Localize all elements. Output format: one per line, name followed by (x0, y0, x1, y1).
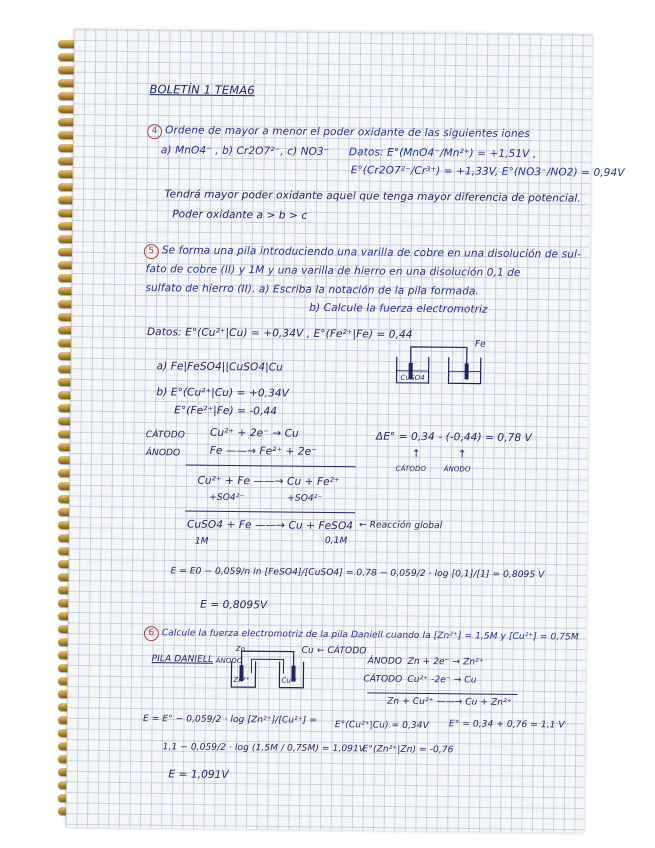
ex5-nernst: E = E0 − 0,059/n ln [FeSO4]/[CuSO4] = 0,78 − 0,059/2 · log [0,1]/[1] = 0,8095 V (170, 566, 545, 581)
ex5-delta-catodo: CÁTODO (395, 464, 427, 474)
ex6-anodo-reaction: Zn + 2e⁻ → Zn²⁺ (407, 656, 484, 668)
ex4-statement-text: Ordene de mayor a menor el poder oxidante de las siguientes iones (165, 124, 530, 141)
ex5-statement-3: sulfato de hierro (II). a) Escriba la notación de la pila formada. (145, 282, 479, 298)
ex5-arrow-anodo: ↑ (457, 448, 467, 461)
notebook-page (66, 29, 625, 832)
ex5-answer-b2: E°(Fe²⁺|Fe) = -0,44 (174, 404, 278, 418)
ex6-number: 6 (144, 626, 159, 641)
ex6-beaker-zn: Zn²⁺ (233, 676, 250, 685)
ex6-cu-catodo-label: Cu ← CÁTODO (301, 645, 367, 657)
ex5-delta-anodo: ÁNODO (443, 465, 471, 474)
ex5-statement-4: b) Calcule la fuerza electromotriz (309, 301, 488, 316)
ex5-sum-sulfate-b: +SO4²⁻ (287, 493, 323, 504)
ex5-data: Datos: E°(Cu²⁺|Cu) = +0,34V , E°(Fe²⁺|Fe) = 0,44 (146, 326, 413, 341)
ex6-anodo-tag: ÁNODO (215, 656, 243, 666)
ex4-answer: Tendrá mayor poder oxidante aquel que tenga mayor diferencia de potencial. (164, 188, 581, 205)
ex6-sum: Zn + Cu²⁺ ——→ Cu + Zn²⁺ (387, 696, 512, 708)
ex5-statement-1-text: Se forma una pila introduciendo una varilla de cobre en una disolución de sul- (161, 244, 581, 261)
ex4-order: Poder oxidante a > b > c (172, 208, 308, 222)
ex5-catodo-label: CÁTODO (145, 430, 185, 441)
ex4-number: 4 (147, 124, 162, 139)
ex5-sum-line-1 (186, 465, 356, 468)
ex4-species: a) MnO4⁻ , b) Cr2O7²⁻, c) NO3⁻ (160, 144, 330, 158)
ex6-sum-line (367, 692, 517, 695)
ex5-sum-1: Cu²⁺ + Fe ——→ Cu + Fe²⁺ (197, 474, 340, 489)
ex4-statement (147, 124, 530, 143)
ex6-statement (144, 626, 579, 646)
ex5-conc-feso4: 0,1M (324, 535, 348, 547)
page-title: BOLETÍN 1 TEMA6 (149, 82, 255, 98)
ex6-result: E = 1,091V (168, 768, 229, 781)
ex5-result: E = 0,8095V (200, 598, 268, 612)
ex5-global-note: ← Reacción global (358, 520, 443, 532)
ex6-beaker-cu: Cu²⁺ (281, 676, 298, 685)
ex5-cell-solution: CuSO4 (400, 373, 425, 383)
ex4-data-1: Datos: E°(MnO4⁻/Mn²⁺) = +1,51V , (348, 146, 537, 161)
ex5-delta-e: ΔE° = 0,34 - (-0,44) = 0,78 V (375, 430, 533, 445)
ex6-e-cu: E°(Cu²⁺|Cu) = 0,34V (334, 720, 429, 732)
ex5-anodo-label: ÁNODO (145, 448, 181, 459)
ex5-number: 5 (144, 244, 159, 259)
ex6-equation-1: E = E° − 0,059/2 · log [Zn²⁺]/[Cu²⁺] = (142, 714, 317, 726)
ex6-e-zn: E°(Zn²⁺|Zn) = -0,76 (362, 744, 454, 756)
ex5-cell-fe-label: Fe (474, 339, 486, 350)
ex5-sum-sulfate-a: +SO4²⁻ (209, 492, 245, 504)
ex5-arrow-catodo: ↑ (411, 447, 421, 460)
ex5-answer-b1: b) E°(Cu²⁺|Cu) = +0,34V (156, 386, 290, 400)
ex5-sum-line-2 (185, 510, 355, 513)
ex6-pila-label: PILA DANIELL (151, 654, 214, 665)
ex5-global-reaction: CuSO4 + Fe ——→ Cu + FeSO4 (186, 518, 354, 533)
ex5-catodo-reaction: Cu²⁺ + 2e⁻ → Cu (209, 426, 299, 440)
ex6-catodo-reaction: Cu²⁺ -2e⁻ → Cu (407, 674, 477, 686)
ex5-statement-1 (144, 244, 581, 264)
ex5-answer-a: a) Fe|FeSO4||CuSO4|Cu (156, 360, 284, 374)
ex6-anodo-label: ÁNODO (367, 656, 403, 667)
ex5-conc-cuso4: 1M (194, 536, 209, 547)
ex4-data-2: E°(Cr2O7²⁻/Cr³⁺) = +1,33V, E°(NO3⁻/NO2) = 0,94V (350, 164, 625, 180)
ex6-cell-sketch (227, 647, 307, 694)
ex6-e-sum: E° = 0,34 + 0,76 = 1,1 V (448, 719, 565, 731)
ex6-equation-2: 1,1 − 0,059/2 · log (1,5M / 0,75M) = 1,091V (162, 742, 366, 755)
ex6-zn-label: Zn (235, 645, 246, 654)
ex5-statement-2: fato de cobre (II) y 1M y una varilla de hierro en una disolución 0,1 de (145, 263, 521, 279)
ex5-anodo-reaction: Fe ——→ Fe²⁺ + 2e⁻ (209, 444, 317, 458)
ex6-catodo-label: CÁTODO (363, 674, 403, 685)
ex6-statement-text: Calcule la fuerza electromotriz de la pila Daniell cuando la [Zn²⁺] = 1,5M y [Cu²⁺] = 0,75M (161, 628, 579, 643)
